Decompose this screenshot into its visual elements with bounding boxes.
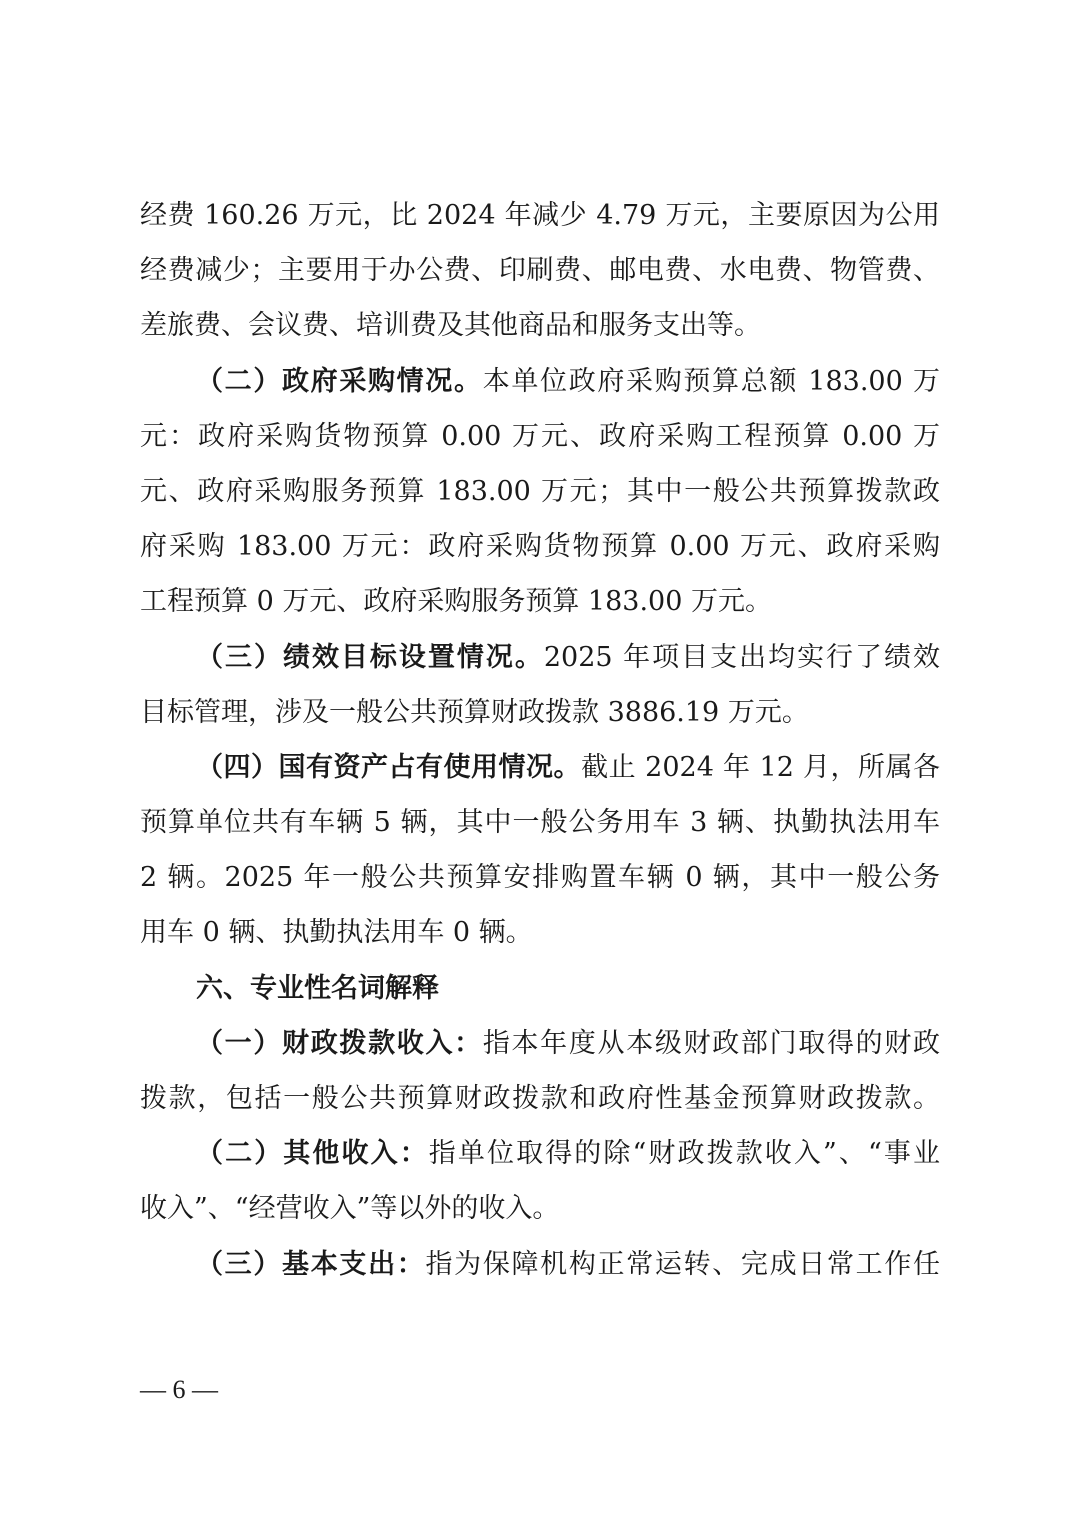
term-label: （三）基本支出： [196, 1248, 426, 1280]
paragraph-assets-first-line [140, 740, 940, 795]
term-label: （二）其他收入： [196, 1138, 429, 1170]
paragraph-text: 2025 年项目支出均实行了绩效 [543, 641, 940, 673]
paragraph-text: 截止 2024 年 12 月，所属各 [581, 751, 940, 783]
term-1-first-line [140, 1016, 940, 1071]
text-line: 收入”、“经营收入”等以外的收入。 [140, 1193, 560, 1225]
term-label: （一）财政拨款收入： [196, 1027, 483, 1059]
text-line: 元、政府采购服务预算 183.00 万元；其中一般公共预算拨款政 [140, 475, 940, 507]
text-line: 工程预算 0 万元、政府采购服务预算 183.00 万元。 [140, 586, 772, 618]
paragraph-text: 本单位政府采购预算总额 183.00 万 [482, 365, 940, 397]
text-line: 目标管理，涉及一般公共预算财政拨款 3886.19 万元。 [140, 696, 809, 728]
paragraph-lead: （四）国有资产占有使用情况。 [196, 751, 582, 783]
text-line: 差旅费、会议费、培训费及其他商品和服务支出等。 [140, 310, 761, 342]
text-line: 用车 0 辆、执勤执法用车 0 辆。 [140, 917, 533, 949]
term-2-first-line [140, 1126, 940, 1181]
paragraph-lead: （二）政府采购情况。 [196, 365, 483, 397]
paragraph-lead: （三）绩效目标设置情况。 [196, 641, 544, 673]
text-line: 拨款，包括一般公共预算财政拨款和政府性基金预算财政拨款。 [140, 1083, 940, 1114]
text-line: 2 辆。2025 年一般公共预算安排购置车辆 0 辆，其中一般公务 [140, 862, 940, 894]
text-line: 经费 160.26 万元，比 2024 年减少 4.79 万元，主要原因为公用 [140, 200, 940, 231]
paragraph-performance-first-line [140, 630, 940, 685]
term-definition: 指单位取得的除“财政拨款收入”、“事业 [428, 1138, 940, 1170]
section-heading: 六、专业性名词解释 [196, 972, 439, 1004]
text-line: 元：政府采购货物预算 0.00 万元、政府采购工程预算 0.00 万 [140, 420, 940, 452]
document-body [140, 188, 940, 1292]
term-definition: 指为保障机构正常运转、完成日常工作任 [425, 1248, 940, 1280]
paragraph-procurement-first-line [140, 354, 940, 409]
text-line: 经费减少；主要用于办公费、印刷费、邮电费、水电费、物管费、 [140, 255, 940, 287]
term-3-first-line [140, 1237, 940, 1292]
text-line: 府采购 183.00 万元：政府采购货物预算 0.00 万元、政府采购 [140, 531, 940, 563]
text-line: 预算单位共有车辆 5 辆，其中一般公务用车 3 辆、执勤执法用车 [140, 807, 940, 839]
page-number: — 6 — [140, 1375, 218, 1404]
term-definition: 指本年度从本级财政部门取得的财政 [482, 1027, 940, 1059]
